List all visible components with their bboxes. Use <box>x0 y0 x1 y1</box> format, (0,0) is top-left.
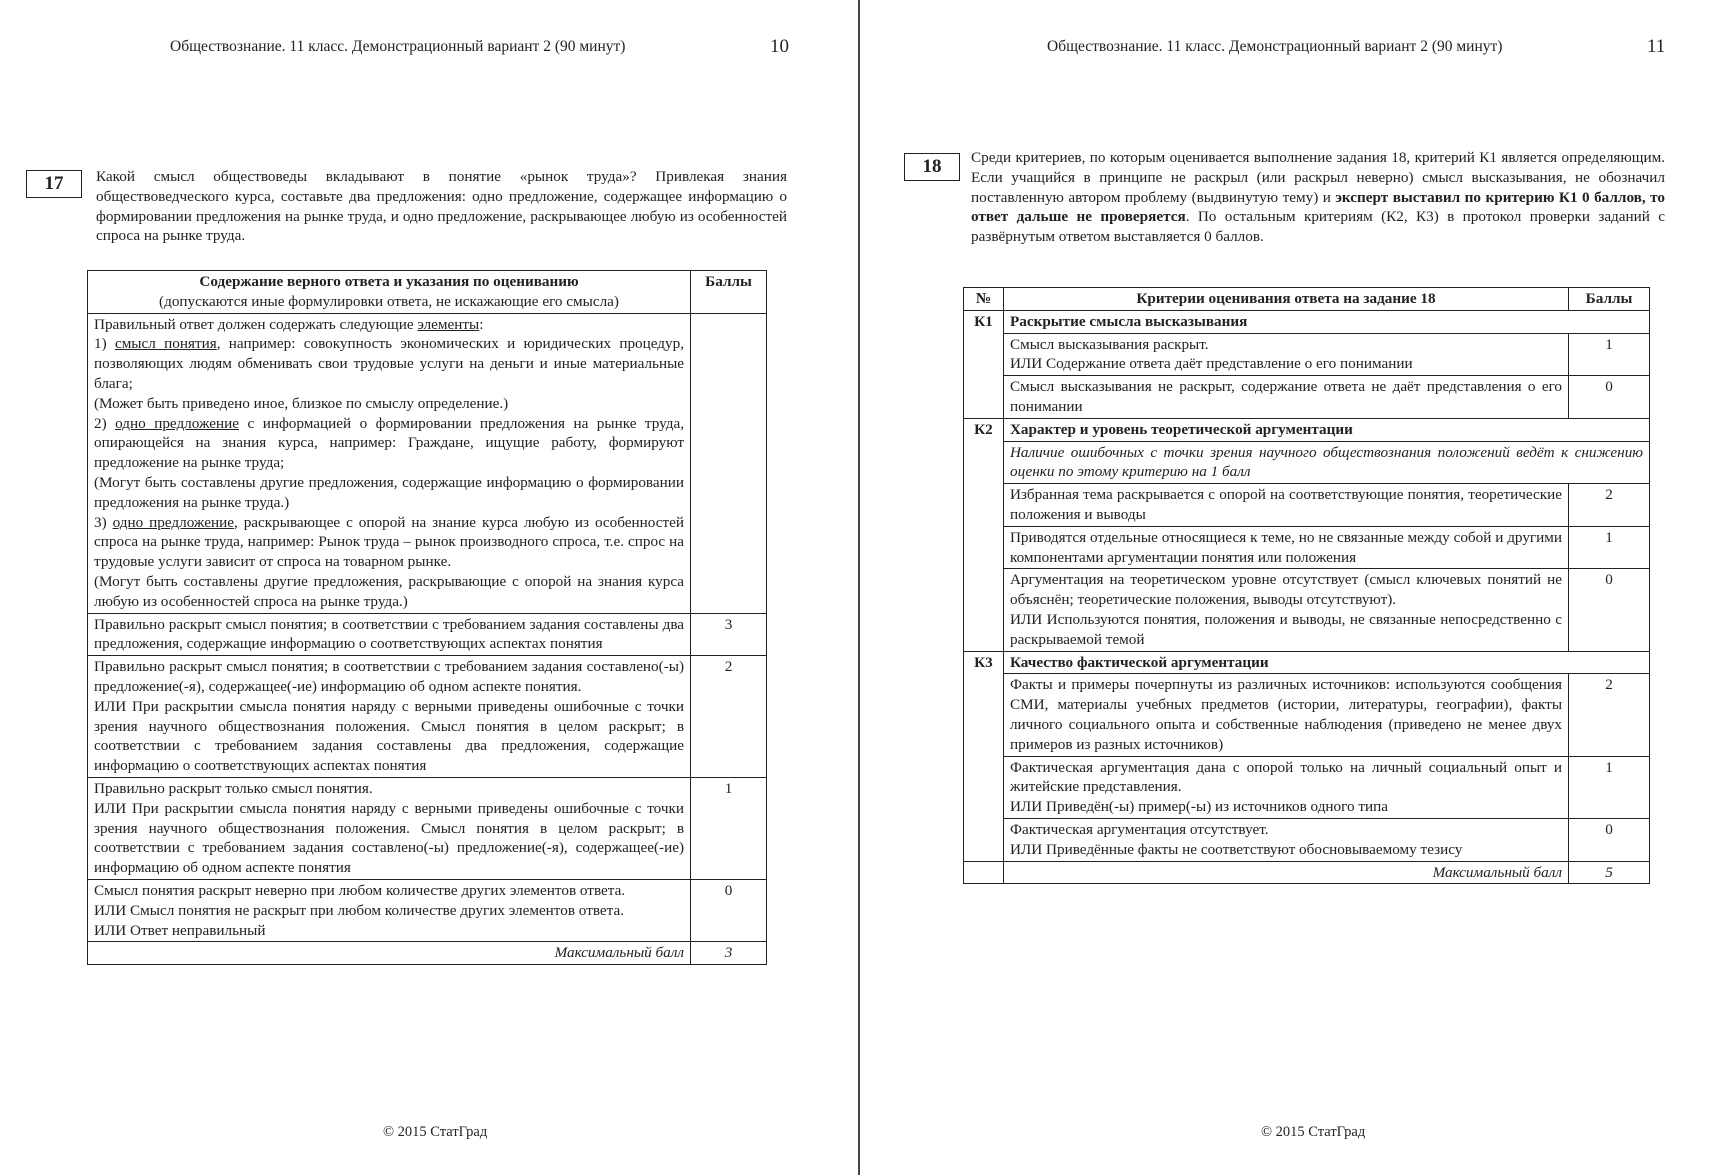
row-score: 2 <box>691 656 767 778</box>
table-row: Избранная тема раскрывается с опорой на соответствующие понятия, теоретические положения и выводы 2 <box>964 484 1650 527</box>
header-criteria-cell: Критерии оценивания ответа на задание 18 <box>1003 288 1568 311</box>
page-number: 10 <box>770 36 789 57</box>
criterion-note: Наличие ошибочных с точки зрения научного обществознания положений ведёт к снижению оценки по этому критерию на 1 балл <box>1003 441 1649 484</box>
table-row: Правильно раскрыт только смысл понятия. ИЛИ При раскрытии смысла понятия наряду с верными приведены ошибочные с точки зрения научного обществознания положения. Смысл понятия в целом раскрыт; в соответствии с требованием задания составлено(-ы) предложение(-я), содержащее(-ие) информацию об одном аспекте понятия 1 <box>88 777 767 879</box>
row-score: 1 <box>691 777 767 879</box>
criterion-k1-title-row <box>964 310 1650 333</box>
max-score-value: 3 <box>691 942 767 965</box>
table-row: Смысл высказывания раскрыт. ИЛИ Содержание ответа даёт представление о его понимании 1 <box>964 333 1650 376</box>
criterion-k2-title-row <box>964 418 1650 441</box>
header-content-cell <box>88 271 691 314</box>
criterion-note-row <box>964 441 1650 484</box>
row-score: 3 <box>691 613 767 656</box>
criterion-title: Характер и уровень теоретической аргументации <box>1003 418 1649 441</box>
max-score-row <box>88 942 767 965</box>
header-score-cell: Баллы <box>1569 288 1650 311</box>
answer-element-1: 1) смысл понятия, например: совокупность экономических и юридических процедур, позволяющих людям обменивать свои трудовые услуги на деньги и иные материальные блага; <box>94 335 685 392</box>
header-num-cell: № <box>964 288 1004 311</box>
criterion-k3-title-row <box>964 651 1650 674</box>
table-row: Фактическая аргументация отсутствует. ИЛИ Приведённые факты не соответствуют обосновываемому тезису 0 <box>964 818 1650 861</box>
answer-note-2: (Могут быть составлены другие предложения, содержащие информацию о формировании предложения на рынке труда.) <box>94 473 685 511</box>
max-score-row <box>964 861 1650 884</box>
answer-intro: Правильный ответ должен содержать следующие элементы: <box>94 315 484 333</box>
row-score: 1 <box>1569 526 1650 569</box>
right-page <box>860 0 1720 1175</box>
max-score-value: 5 <box>1569 861 1650 884</box>
row-score: 2 <box>1569 484 1650 527</box>
table-row: Фактическая аргументация дана с опорой только на личный социальный опыт и житейские представления. ИЛИ Приведён(-ы) пример(-ы) из источников одного типа 1 <box>964 756 1650 818</box>
task-number-box: 17 <box>26 170 82 198</box>
table-header-row <box>964 288 1650 311</box>
row-score: 0 <box>1569 569 1650 651</box>
criterion-code: К2 <box>964 418 1004 441</box>
answer-cell <box>88 313 691 613</box>
table-row: Аргументация на теоретическом уровне отсутствует (смысл ключевых понятий не объяснён; теоретические положения, выводы отсутствуют). ИЛИ Используются понятия, положения и выводы, не связанные непосредственно с раскрываемой темой 0 <box>964 569 1650 651</box>
page-header: Обществознание. 11 класс. Демонстрационный вариант 2 (90 минут) <box>1047 38 1503 55</box>
table-row: Смысл высказывания не раскрыт, содержание ответа не даёт представления о его понимании 0 <box>964 376 1650 419</box>
answer-note-3: (Могут быть составлены другие предложения, раскрывающие с опорой на знания курса любую из особенностей спроса на рынке труда.) <box>94 572 685 610</box>
page-footer: © 2015 СтатГрад <box>383 1124 488 1140</box>
answer-row <box>88 313 767 613</box>
table-header-row <box>88 271 767 314</box>
answer-score-cell <box>691 313 767 613</box>
header-sub: (допускаются иные формулировки ответа, не искажающие его смысла) <box>159 292 619 310</box>
page-header: Обществознание. 11 класс. Демонстрационный вариант 2 (90 минут) <box>170 38 626 55</box>
row-score: 0 <box>1569 818 1650 861</box>
answer-note-1: (Может быть приведено иное, близкое по смыслу определение.) <box>94 394 509 412</box>
left-page <box>0 0 858 1175</box>
row-score: 1 <box>1569 333 1650 376</box>
criterion-title: Качество фактической аргументации <box>1003 651 1649 674</box>
criterion-title: Раскрытие смысла высказывания <box>1003 310 1649 333</box>
table-row: Правильно раскрыт смысл понятия; в соответствии с требованием задания составлено(-ы) предложение(-я), содержащее(-ие) информацию об одном аспекте понятия. ИЛИ При раскрытии смысла понятия наряду с верными приведены ошибочные с точки зрения научного обществознания положения. Смысл понятия в целом раскрыт; в соответствии с требованием задания составлены два предложения, содержащие информацию о соответствующих аспектах понятия 2 <box>88 656 767 778</box>
criterion-code: К1 <box>964 310 1004 333</box>
row-score: 0 <box>691 879 767 941</box>
max-score-label: Максимальный балл <box>88 942 691 965</box>
page-number: 11 <box>1647 36 1666 57</box>
answer-element-3: 3) одно предложение, раскрывающее с опорой на знание курса любую из особенностей спроса на рынке труда, например: Рынок труда – рынок производного спроса, т.е. спрос на трудовые услуги зависит от спроса на товарном рынке. <box>94 513 685 571</box>
header-score-cell: Баллы <box>691 271 767 314</box>
row-score: 1 <box>1569 756 1650 818</box>
table-row: Приводятся отдельные относящиеся к теме, но не связанные между собой и другими компонентами аргументации понятия или положения 1 <box>964 526 1650 569</box>
task-text: Среди критериев, по которым оценивается выполнение задания 18, критерий К1 является определяющим. Если учащийся в принципе не раскрыл (или раскрыл неверно) смысл высказывания, не обозначил поставленную автором проблему (выдвинутую тему) и эксперт выставил по критерию К1 0 баллов, то ответ дальше не проверяется. По остальным критериям (К2, К3) в протокол проверки заданий с развёрнутым ответом выставляется 0 баллов. <box>971 149 1665 246</box>
answer-element-2: 2) одно предложение с информацией о формировании предложения на рынке труда, опирающейся на знания курса, например: Граждане, ищущие работу, формируют предложение на рынке труда; <box>94 414 685 472</box>
header-main: Содержание верного ответа и указания по оцениванию <box>199 273 579 290</box>
row-score: 2 <box>1569 674 1650 756</box>
task-text: Какой смысл обществоведы вкладывают в понятие «рынок труда»? Привлекая знания обществоведческого курса, составьте два предложения: одно предложение, содержащее информацию о формировании предложения на рынке труда, и одно предложение, раскрывающее любую из особенностей спроса на рынке труда. <box>96 168 787 245</box>
row-score: 0 <box>1569 376 1650 419</box>
criterion-code: К3 <box>964 651 1004 674</box>
table-row: Смысл понятия раскрыт неверно при любом количестве других элементов ответа. ИЛИ Смысл понятия не раскрыт при любом количестве других элементов ответа. ИЛИ Ответ неправильный 0 <box>88 879 767 941</box>
max-score-label: Максимальный балл <box>1003 861 1568 884</box>
scoring-table <box>87 270 767 965</box>
table-row: Факты и примеры почерпнуты из различных источников: используются сообщения СМИ, материалы учебных предметов (истории, литературы, географии), факты личного социального опыта и собственные наблюдения (приведено не менее двух примеров из разных источников) 2 <box>964 674 1650 756</box>
table-row: Правильно раскрыт смысл понятия; в соответствии с требованием задания составлены два предложения, содержащие информацию о соответствующих аспектах понятия 3 <box>88 613 767 656</box>
task-number-box: 18 <box>904 153 960 181</box>
criteria-table <box>963 287 1650 884</box>
page-footer: © 2015 СтатГрад <box>1261 1124 1366 1140</box>
